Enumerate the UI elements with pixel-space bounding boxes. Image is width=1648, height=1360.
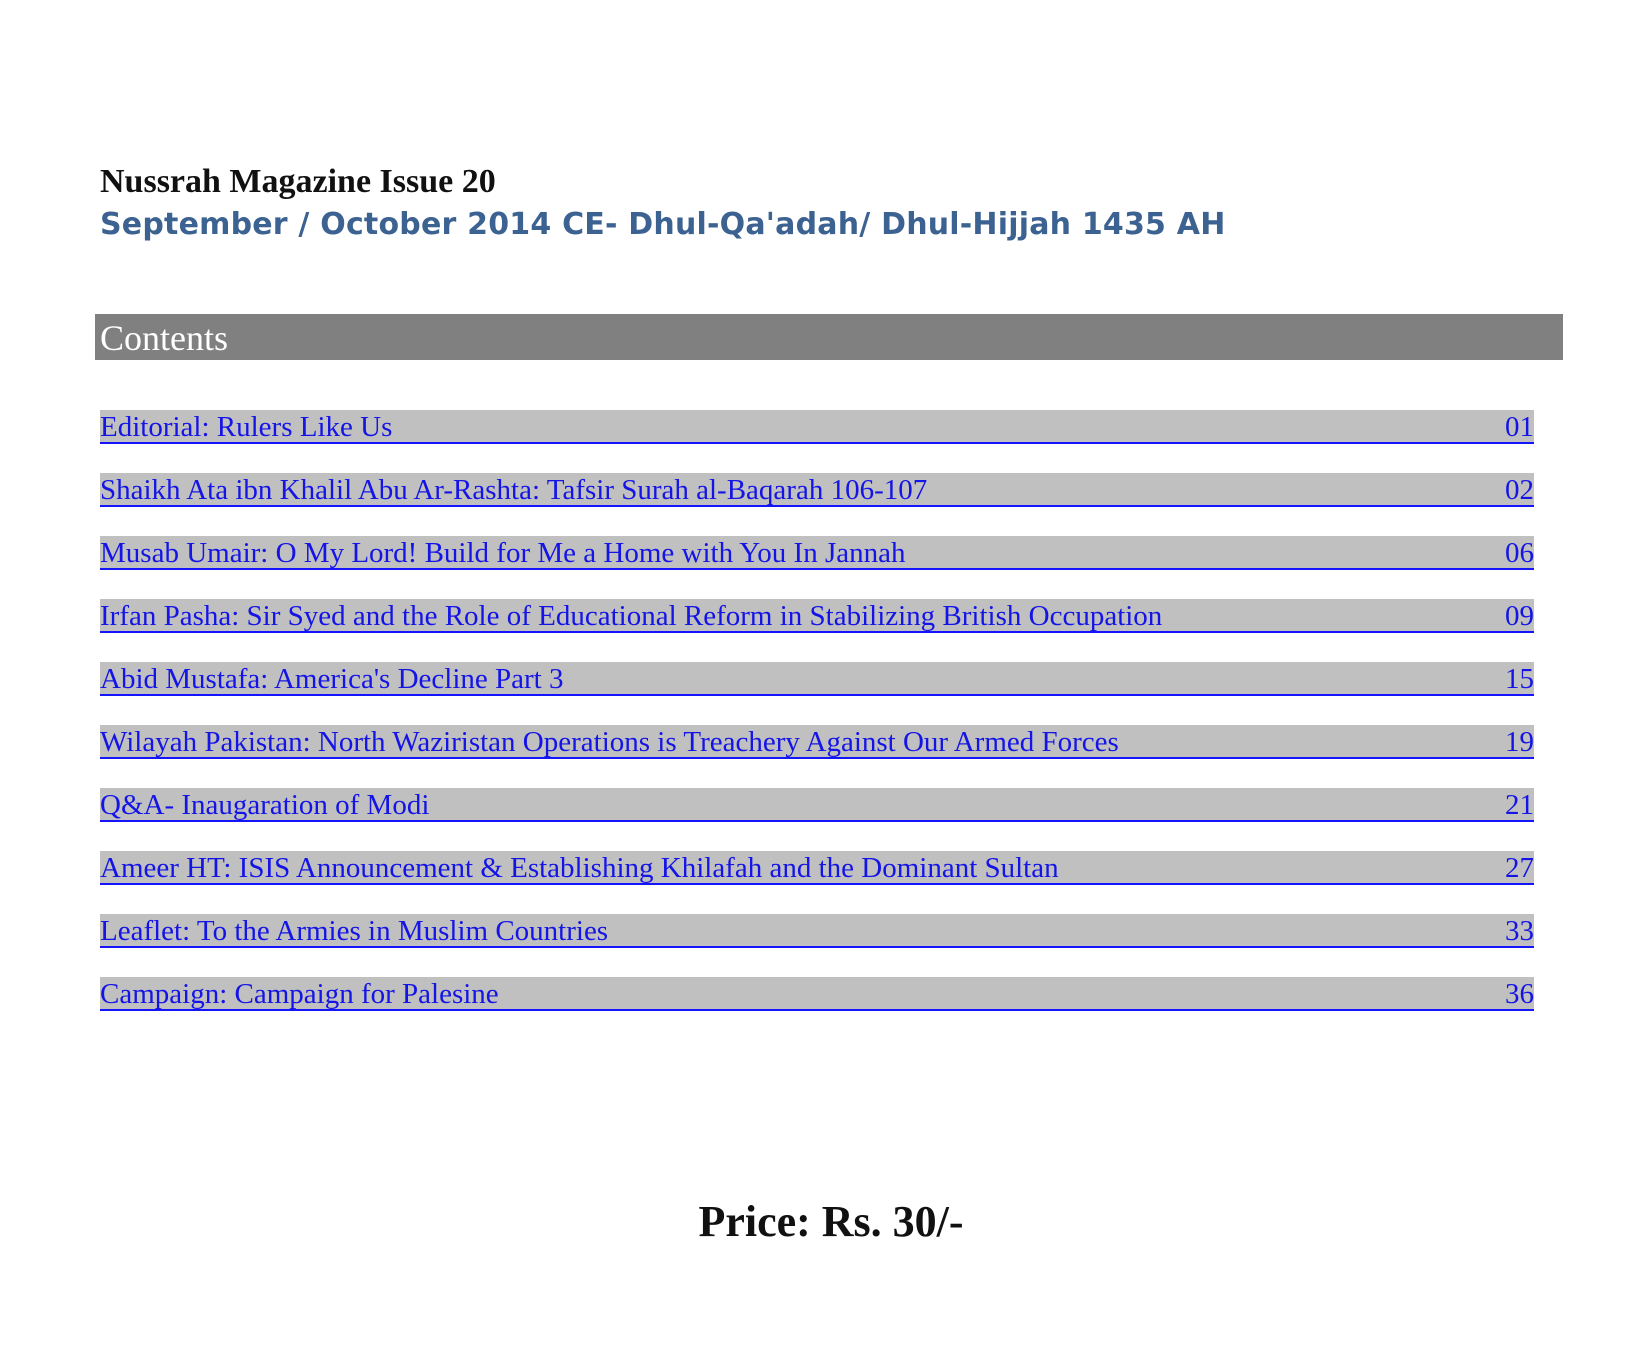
toc-entry-page[interactable]: 36 <box>1505 978 1534 1010</box>
toc-entry-tafsir[interactable] <box>100 473 1534 507</box>
toc-entry-title[interactable]: Musab Umair: O My Lord! Build for Me a Home with You In Jannah <box>100 537 906 569</box>
toc-entry-title[interactable]: Editorial: Rulers Like Us <box>100 411 393 443</box>
contents-heading: Contents <box>100 318 229 358</box>
toc-entry-page[interactable]: 27 <box>1505 852 1534 884</box>
toc-entry-title[interactable]: Shaikh Ata ibn Khalil Abu Ar-Rashta: Tafsir Surah al-Baqarah 106-107 <box>100 474 928 506</box>
toc-entry-page[interactable]: 21 <box>1505 789 1534 821</box>
toc-entry-page[interactable]: 01 <box>1505 411 1534 443</box>
toc-entry-title[interactable]: Abid Mustafa: America's Decline Part 3 <box>100 663 564 695</box>
price-label: Price: Rs. 30/- <box>698 1197 964 1246</box>
toc-entry-home-in-jannah[interactable] <box>100 536 1534 570</box>
toc-entry-title[interactable]: Irfan Pasha: Sir Syed and the Role of Educational Reform in Stabilizing British Occupation <box>100 600 1163 632</box>
toc-entry-americas-decline[interactable] <box>100 662 1534 696</box>
toc-entry-qa-modi[interactable] <box>100 788 1534 822</box>
table-of-contents <box>100 410 1534 1040</box>
toc-entry-title[interactable]: Q&A- Inaugaration of Modi <box>100 789 430 821</box>
toc-entry-page[interactable]: 33 <box>1505 915 1534 947</box>
toc-entry-title[interactable]: Wilayah Pakistan: North Waziristan Operations is Treachery Against Our Armed Forces <box>100 726 1119 758</box>
toc-entry-page[interactable]: 15 <box>1505 663 1534 695</box>
toc-entry-page[interactable]: 09 <box>1505 600 1534 632</box>
toc-entry-editorial[interactable] <box>100 410 1534 444</box>
toc-entry-north-waziristan[interactable] <box>100 725 1534 759</box>
toc-entry-page[interactable]: 06 <box>1505 537 1534 569</box>
toc-entry-title[interactable]: Ameer HT: ISIS Announcement & Establishing Khilafah and the Dominant Sultan <box>100 852 1059 884</box>
contents-heading-bar <box>95 314 1563 360</box>
toc-entry-page[interactable]: 02 <box>1505 474 1534 506</box>
toc-entry-isis-announcement[interactable] <box>100 851 1534 885</box>
toc-entry-title[interactable]: Leaflet: To the Armies in Muslim Countries <box>100 915 609 947</box>
magazine-title: Nussrah Magazine Issue 20 <box>100 163 496 200</box>
toc-entry-leaflet-armies[interactable] <box>100 914 1534 948</box>
issue-date-subtitle: September / October 2014 CE- Dhul-Qa'adah/ Dhul-Hijjah 1435 AH <box>100 207 1226 242</box>
toc-entry-campaign-palestine[interactable] <box>100 977 1534 1011</box>
toc-entry-title[interactable]: Campaign: Campaign for Palesine <box>100 978 499 1010</box>
toc-entry-sir-syed[interactable] <box>100 599 1534 633</box>
toc-entry-page[interactable]: 19 <box>1505 726 1534 758</box>
